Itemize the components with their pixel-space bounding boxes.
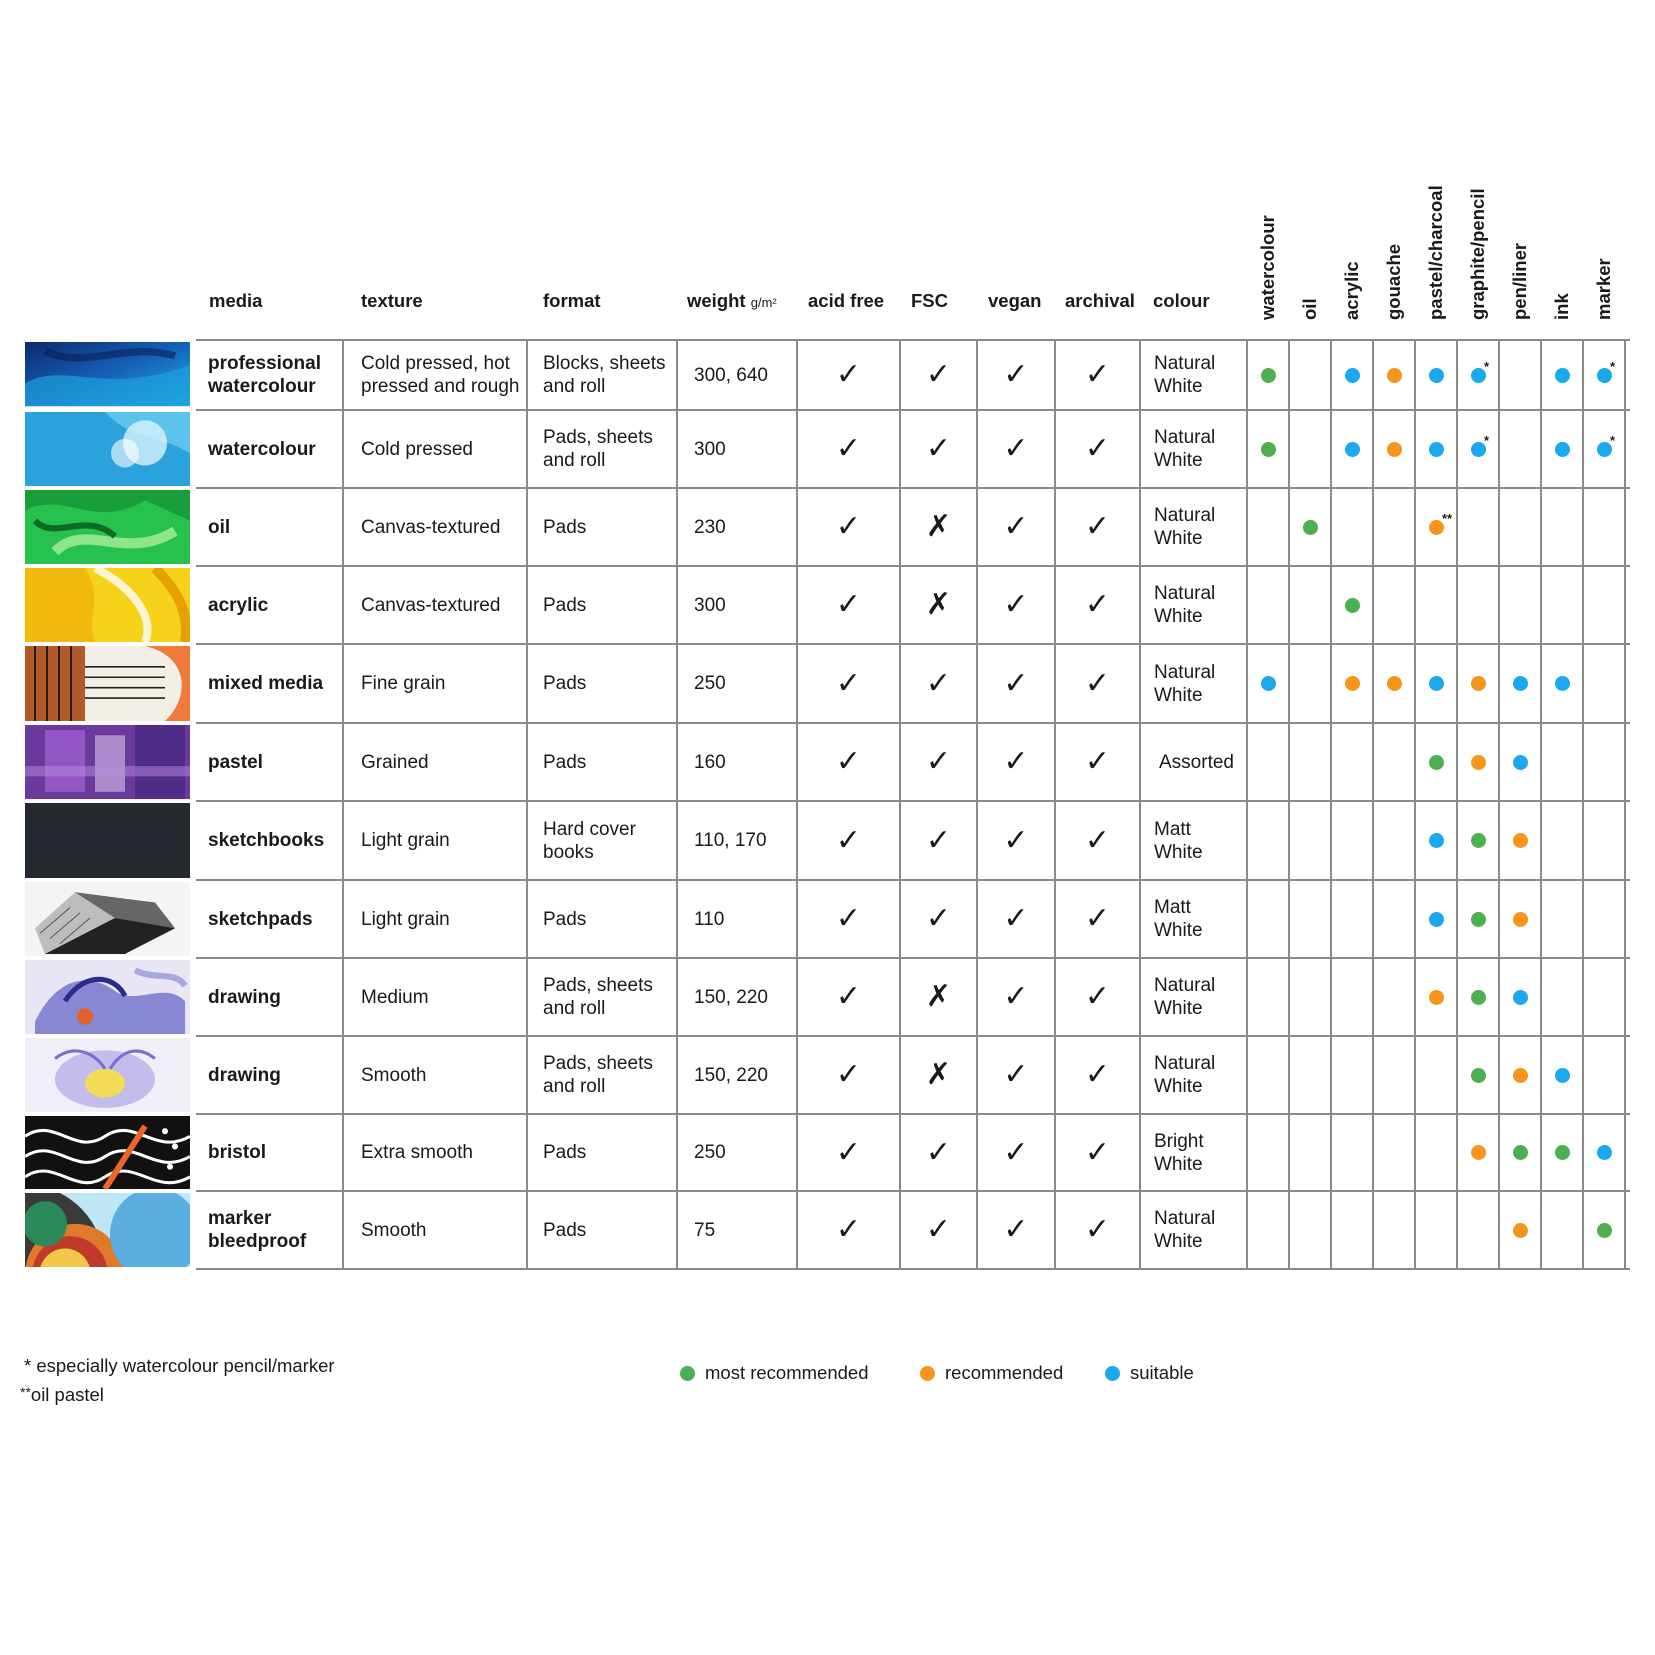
archival-check-mark: ✓ xyxy=(1084,665,1111,701)
rating-dot-suitable xyxy=(1597,1145,1612,1160)
cell-archival xyxy=(1055,644,1140,723)
cell-fsc xyxy=(900,566,977,644)
table-row xyxy=(0,566,1655,644)
colour-value: Natural White xyxy=(1154,975,1216,1019)
header-acid-free: acid free xyxy=(808,290,885,311)
column-divider xyxy=(1414,340,1416,1269)
rating-dot-suitable xyxy=(1345,368,1360,383)
thumb-pastel xyxy=(25,725,190,799)
thumb-acrylic xyxy=(25,568,190,642)
cell-archival xyxy=(1055,958,1140,1036)
cell-archival xyxy=(1055,566,1140,644)
weight-value: 110, 170 xyxy=(694,830,767,851)
fsc-cross-mark: ✗ xyxy=(925,587,952,622)
fsc-check-mark: ✓ xyxy=(925,357,952,392)
column-divider xyxy=(1540,340,1542,1269)
header-colour: colour xyxy=(1153,290,1210,311)
fsc-check-mark: ✓ xyxy=(925,1134,952,1170)
cell-archival xyxy=(1055,340,1140,410)
cell-vegan xyxy=(977,880,1055,958)
column-divider xyxy=(976,340,978,1269)
cell-archival xyxy=(1055,488,1140,566)
cell-acid xyxy=(797,340,900,410)
texture-value: Light grain xyxy=(361,830,450,851)
media-name: pastel xyxy=(208,751,263,773)
colour-value: Bright White xyxy=(1154,1130,1204,1175)
weight-value: 230 xyxy=(694,516,726,538)
table-row xyxy=(0,1114,1655,1191)
cell-vegan xyxy=(977,340,1055,410)
header-fsc: FSC xyxy=(911,290,948,311)
thumb-marker-bleedproof xyxy=(25,1193,190,1267)
rating-dot-most xyxy=(1261,442,1276,457)
rating-dot-suitable xyxy=(1555,676,1570,691)
rating-dot-suitable xyxy=(1261,676,1276,691)
column-divider xyxy=(1330,340,1332,1269)
footnote-marker: * xyxy=(1610,433,1616,448)
acid-check-mark: ✓ xyxy=(835,357,862,392)
colour-value: Natural White xyxy=(1154,1208,1216,1252)
rating-dot-recommended xyxy=(1513,912,1528,927)
vegan-check-mark: ✓ xyxy=(1003,744,1029,779)
header-weight: weight g/m² xyxy=(687,290,777,311)
texture-value: Fine grain xyxy=(361,673,446,694)
cell-vegan xyxy=(977,958,1055,1036)
table-row xyxy=(0,340,1655,410)
table-row xyxy=(0,644,1655,723)
texture-value: Canvas-textured xyxy=(361,594,501,616)
table-row xyxy=(0,488,1655,566)
cell-fsc xyxy=(900,1114,977,1191)
column-divider xyxy=(1624,340,1626,1269)
cell-fsc xyxy=(900,488,977,566)
acid-check-mark: ✓ xyxy=(835,1212,862,1247)
texture-value: Cold pressed, hot pressed and rough xyxy=(361,353,520,397)
table-row xyxy=(0,723,1655,801)
header-archival: archival xyxy=(1065,290,1135,311)
header-technique-graphite-pencil: graphite/pencil xyxy=(1467,188,1488,320)
column-divider xyxy=(526,340,528,1269)
format-value: Pads xyxy=(543,908,587,930)
column-divider xyxy=(1582,340,1584,1269)
cell-archival xyxy=(1055,410,1140,488)
vegan-check-mark: ✓ xyxy=(1003,509,1029,544)
cell-vegan xyxy=(977,644,1055,723)
rating-dot-most xyxy=(1471,912,1486,927)
format-value: Pads, sheets and roll xyxy=(543,1053,653,1097)
rating-dot-recommended xyxy=(1345,676,1360,691)
cell-acid xyxy=(797,488,900,566)
archival-check-mark: ✓ xyxy=(1084,357,1111,392)
cell-acid xyxy=(797,958,900,1036)
cell-acid xyxy=(797,644,900,723)
column-divider xyxy=(796,340,798,1269)
rating-dot-most xyxy=(1471,990,1486,1005)
rating-dot-recommended xyxy=(1471,1145,1486,1160)
rating-dot-suitable xyxy=(1429,442,1444,457)
fsc-check-mark: ✓ xyxy=(925,665,952,701)
media-name: sketchpads xyxy=(208,908,313,930)
header-technique-marker: marker xyxy=(1593,258,1614,320)
rating-dot-recommended xyxy=(1387,368,1402,383)
format-value: Hard cover books xyxy=(543,818,636,863)
column-divider xyxy=(1456,340,1458,1269)
colour-value: Natural White xyxy=(1154,427,1216,471)
colour-value: Natural White xyxy=(1154,1053,1216,1097)
media-name: acrylic xyxy=(208,594,269,616)
cell-fsc xyxy=(900,340,977,410)
texture-value: Canvas-textured xyxy=(361,516,501,538)
media-name: mixed media xyxy=(208,673,324,694)
rating-dot-recommended xyxy=(1513,1068,1528,1083)
rating-dot-suitable xyxy=(1555,1068,1570,1083)
cell-archival xyxy=(1055,801,1140,880)
archival-check-mark: ✓ xyxy=(1084,1057,1111,1092)
footnote-marker: * xyxy=(1484,359,1490,374)
colour-value: Natural White xyxy=(1154,661,1216,706)
archival-check-mark: ✓ xyxy=(1084,979,1111,1014)
cell-acid xyxy=(797,801,900,880)
acid-check-mark: ✓ xyxy=(835,431,862,466)
column-divider xyxy=(899,340,901,1269)
cell-vegan xyxy=(977,488,1055,566)
legend-suitable-dot xyxy=(1105,1366,1120,1381)
format-value: Pads, sheets and roll xyxy=(543,427,653,471)
cell-fsc xyxy=(900,1191,977,1269)
rating-dot-suitable xyxy=(1513,755,1528,770)
column-divider xyxy=(1498,340,1500,1269)
legend-most-dot xyxy=(680,1366,695,1381)
acid-check-mark: ✓ xyxy=(835,1057,862,1092)
rating-dot-recommended xyxy=(1387,676,1402,691)
cell-acid xyxy=(797,1191,900,1269)
rating-dot-most xyxy=(1597,1223,1612,1238)
footnote-single-text: especially watercolour pencil/marker xyxy=(36,1355,335,1376)
cell-vegan xyxy=(977,566,1055,644)
fsc-cross-mark: ✗ xyxy=(925,509,952,544)
archival-check-mark: ✓ xyxy=(1084,1212,1111,1247)
format-value: Blocks, sheets and roll xyxy=(543,353,666,397)
table-row xyxy=(0,958,1655,1036)
format-value: Pads xyxy=(543,751,587,773)
cell-fsc xyxy=(900,958,977,1036)
rating-dot-suitable xyxy=(1345,442,1360,457)
texture-value: Medium xyxy=(361,986,429,1008)
header-texture: texture xyxy=(361,290,423,311)
cell-archival xyxy=(1055,880,1140,958)
legend-recommended: recommended xyxy=(920,1362,1063,1384)
acid-check-mark: ✓ xyxy=(835,822,862,858)
archival-check-mark: ✓ xyxy=(1084,587,1111,622)
vegan-check-mark: ✓ xyxy=(1003,822,1029,858)
footnote-marker: * xyxy=(1484,433,1490,448)
table-row xyxy=(0,1036,1655,1114)
header-technique-gouache: gouache xyxy=(1383,243,1404,320)
footnote-single: * especially watercolour pencil/marker xyxy=(24,1355,335,1376)
acid-check-mark: ✓ xyxy=(835,901,862,936)
acid-check-mark: ✓ xyxy=(835,587,862,622)
thumb-pro-watercolour xyxy=(25,342,190,408)
cell-acid xyxy=(797,1114,900,1191)
rating-dot-recommended xyxy=(1387,442,1402,457)
vegan-check-mark: ✓ xyxy=(1003,1057,1029,1092)
vegan-check-mark: ✓ xyxy=(1003,1134,1029,1170)
fsc-cross-mark: ✗ xyxy=(925,1057,952,1092)
header-format: format xyxy=(543,290,601,311)
archival-check-mark: ✓ xyxy=(1084,509,1111,544)
header-technique-acrylic: acrylic xyxy=(1341,261,1362,320)
rating-dot-suitable xyxy=(1555,368,1570,383)
rating-dot-suitable xyxy=(1429,676,1444,691)
acid-check-mark: ✓ xyxy=(835,509,862,544)
footnote-double-text: oil pastel xyxy=(30,1384,104,1405)
rating-dot-recommended xyxy=(1471,676,1486,691)
vegan-check-mark: ✓ xyxy=(1003,665,1029,701)
header-technique-ink: ink xyxy=(1551,293,1572,320)
weight-value: 250 xyxy=(694,1142,726,1163)
header-technique-pastel-charcoal: pastel/charcoal xyxy=(1425,185,1446,320)
header-vegan: vegan xyxy=(988,290,1042,311)
colour-value: Matt White xyxy=(1154,818,1203,863)
thumb-sketchbooks xyxy=(25,803,190,878)
header-media: media xyxy=(209,290,263,311)
vegan-check-mark: ✓ xyxy=(1003,431,1029,466)
archival-check-mark: ✓ xyxy=(1084,744,1111,779)
cell-fsc xyxy=(900,880,977,958)
cell-vegan xyxy=(977,1114,1055,1191)
rating-dot-recommended xyxy=(1429,990,1444,1005)
media-name: drawing xyxy=(208,1064,281,1086)
fsc-cross-mark: ✗ xyxy=(925,979,952,1014)
media-name: marker bleedproof xyxy=(208,1208,307,1252)
cell-acid xyxy=(797,1036,900,1114)
acid-check-mark: ✓ xyxy=(835,979,862,1014)
media-name: watercolour xyxy=(208,438,316,460)
column-divider xyxy=(676,340,678,1269)
weight-value: 300 xyxy=(694,594,726,616)
media-name: sketchbooks xyxy=(208,830,325,851)
vegan-check-mark: ✓ xyxy=(1003,1212,1029,1247)
cell-acid xyxy=(797,410,900,488)
legend-most: most recommended xyxy=(680,1362,868,1384)
table-row xyxy=(0,801,1655,880)
rating-dot-most xyxy=(1471,1068,1486,1083)
vegan-check-mark: ✓ xyxy=(1003,357,1029,392)
weight-value: 75 xyxy=(694,1219,716,1241)
weight-value: 300, 640 xyxy=(694,364,768,386)
header-technique-oil: oil xyxy=(1299,298,1320,320)
table-row xyxy=(0,880,1655,958)
rating-dot-recommended xyxy=(1513,1223,1528,1238)
fsc-check-mark: ✓ xyxy=(925,744,952,779)
cell-archival xyxy=(1055,1036,1140,1114)
cell-acid xyxy=(797,566,900,644)
colour-value: Natural White xyxy=(1154,505,1216,549)
thumb-bristol xyxy=(25,1116,190,1189)
cell-fsc xyxy=(900,1036,977,1114)
media-name: professional watercolour xyxy=(208,353,321,397)
vegan-check-mark: ✓ xyxy=(1003,979,1029,1014)
legend-suitable: suitable xyxy=(1105,1362,1194,1384)
rating-dot-most xyxy=(1303,520,1318,535)
colour-value: Matt White xyxy=(1154,897,1203,941)
format-value: Pads xyxy=(543,594,587,616)
texture-value: Grained xyxy=(361,751,429,773)
cell-archival xyxy=(1055,1114,1140,1191)
table-row xyxy=(0,410,1655,488)
weight-value: 160 xyxy=(694,751,726,773)
fsc-check-mark: ✓ xyxy=(925,822,952,858)
texture-value: Extra smooth xyxy=(361,1142,473,1163)
format-value: Pads xyxy=(543,673,587,694)
fsc-check-mark: ✓ xyxy=(925,431,952,466)
footnote-marker: * xyxy=(1610,359,1616,374)
column-divider xyxy=(1139,340,1141,1269)
archival-check-mark: ✓ xyxy=(1084,1134,1111,1170)
cell-fsc xyxy=(900,410,977,488)
table-row xyxy=(0,1191,1655,1269)
acid-check-mark: ✓ xyxy=(835,744,862,779)
rating-dot-most xyxy=(1513,1145,1528,1160)
rating-dot-suitable xyxy=(1429,368,1444,383)
legend-recommended-dot xyxy=(920,1366,935,1381)
fsc-check-mark: ✓ xyxy=(925,1212,952,1247)
cell-archival xyxy=(1055,723,1140,801)
cell-vegan xyxy=(977,723,1055,801)
rating-dot-most xyxy=(1471,833,1486,848)
texture-value: Cold pressed xyxy=(361,438,473,460)
fsc-check-mark: ✓ xyxy=(925,901,952,936)
acid-check-mark: ✓ xyxy=(835,1134,862,1170)
cell-acid xyxy=(797,723,900,801)
vegan-check-mark: ✓ xyxy=(1003,587,1029,622)
texture-value: Smooth xyxy=(361,1064,427,1086)
rating-dot-suitable xyxy=(1429,833,1444,848)
rating-dot-suitable xyxy=(1513,676,1528,691)
format-value: Pads, sheets and roll xyxy=(543,975,653,1019)
archival-check-mark: ✓ xyxy=(1084,901,1111,936)
cell-archival xyxy=(1055,1191,1140,1269)
footnote-marker: ** xyxy=(1442,511,1453,526)
texture-value: Smooth xyxy=(361,1219,427,1241)
weight-value: 250 xyxy=(694,673,726,694)
weight-value: 300 xyxy=(694,438,726,460)
cell-vegan xyxy=(977,1036,1055,1114)
thumb-drawing-smooth xyxy=(25,1038,190,1112)
colour-value: Assorted xyxy=(1159,751,1234,773)
header-technique-watercolour: watercolour xyxy=(1257,215,1278,320)
media-name: bristol xyxy=(208,1142,267,1163)
weight-value: 110 xyxy=(694,908,725,930)
media-name: oil xyxy=(208,516,231,538)
cell-fsc xyxy=(900,723,977,801)
rating-dot-most xyxy=(1555,1145,1570,1160)
column-divider xyxy=(342,340,344,1269)
rating-dot-suitable xyxy=(1513,990,1528,1005)
cell-fsc xyxy=(900,801,977,880)
texture-value: Light grain xyxy=(361,908,450,930)
thumb-mixed-media xyxy=(25,646,190,721)
rating-dot-recommended xyxy=(1513,833,1528,848)
cell-vegan xyxy=(977,801,1055,880)
column-divider xyxy=(1372,340,1374,1269)
cell-acid xyxy=(797,880,900,958)
vegan-check-mark: ✓ xyxy=(1003,901,1029,936)
thumb-sketchpads xyxy=(25,882,190,956)
thumb-watercolour xyxy=(25,412,190,486)
thumb-oil xyxy=(25,490,190,564)
column-divider xyxy=(1054,340,1056,1269)
acid-check-mark: ✓ xyxy=(835,665,862,701)
cell-fsc xyxy=(900,644,977,723)
cell-vegan xyxy=(977,1191,1055,1269)
colour-value: Natural White xyxy=(1154,583,1216,627)
column-divider xyxy=(1288,340,1290,1269)
rating-dot-suitable xyxy=(1429,912,1444,927)
weight-value: 150, 220 xyxy=(694,986,768,1008)
archival-check-mark: ✓ xyxy=(1084,822,1111,858)
colour-value: Natural White xyxy=(1154,353,1216,397)
rating-dot-recommended xyxy=(1471,755,1486,770)
footnote-double: **oil pastel xyxy=(20,1384,104,1405)
header-weight-unit: g/m² xyxy=(750,295,777,310)
media-name: drawing xyxy=(208,986,281,1008)
format-value: Pads xyxy=(543,516,587,538)
rating-dot-most xyxy=(1261,368,1276,383)
rating-dot-most xyxy=(1345,598,1360,613)
archival-check-mark: ✓ xyxy=(1084,431,1111,466)
rating-dot-most xyxy=(1429,755,1444,770)
thumb-drawing-medium xyxy=(25,960,190,1034)
rating-dot-suitable xyxy=(1555,442,1570,457)
format-value: Pads xyxy=(543,1219,587,1241)
format-value: Pads xyxy=(543,1142,587,1163)
cell-vegan xyxy=(977,410,1055,488)
weight-value: 150, 220 xyxy=(694,1064,768,1086)
header-technique-pen-liner: pen/liner xyxy=(1509,242,1530,320)
column-divider xyxy=(1246,340,1248,1269)
